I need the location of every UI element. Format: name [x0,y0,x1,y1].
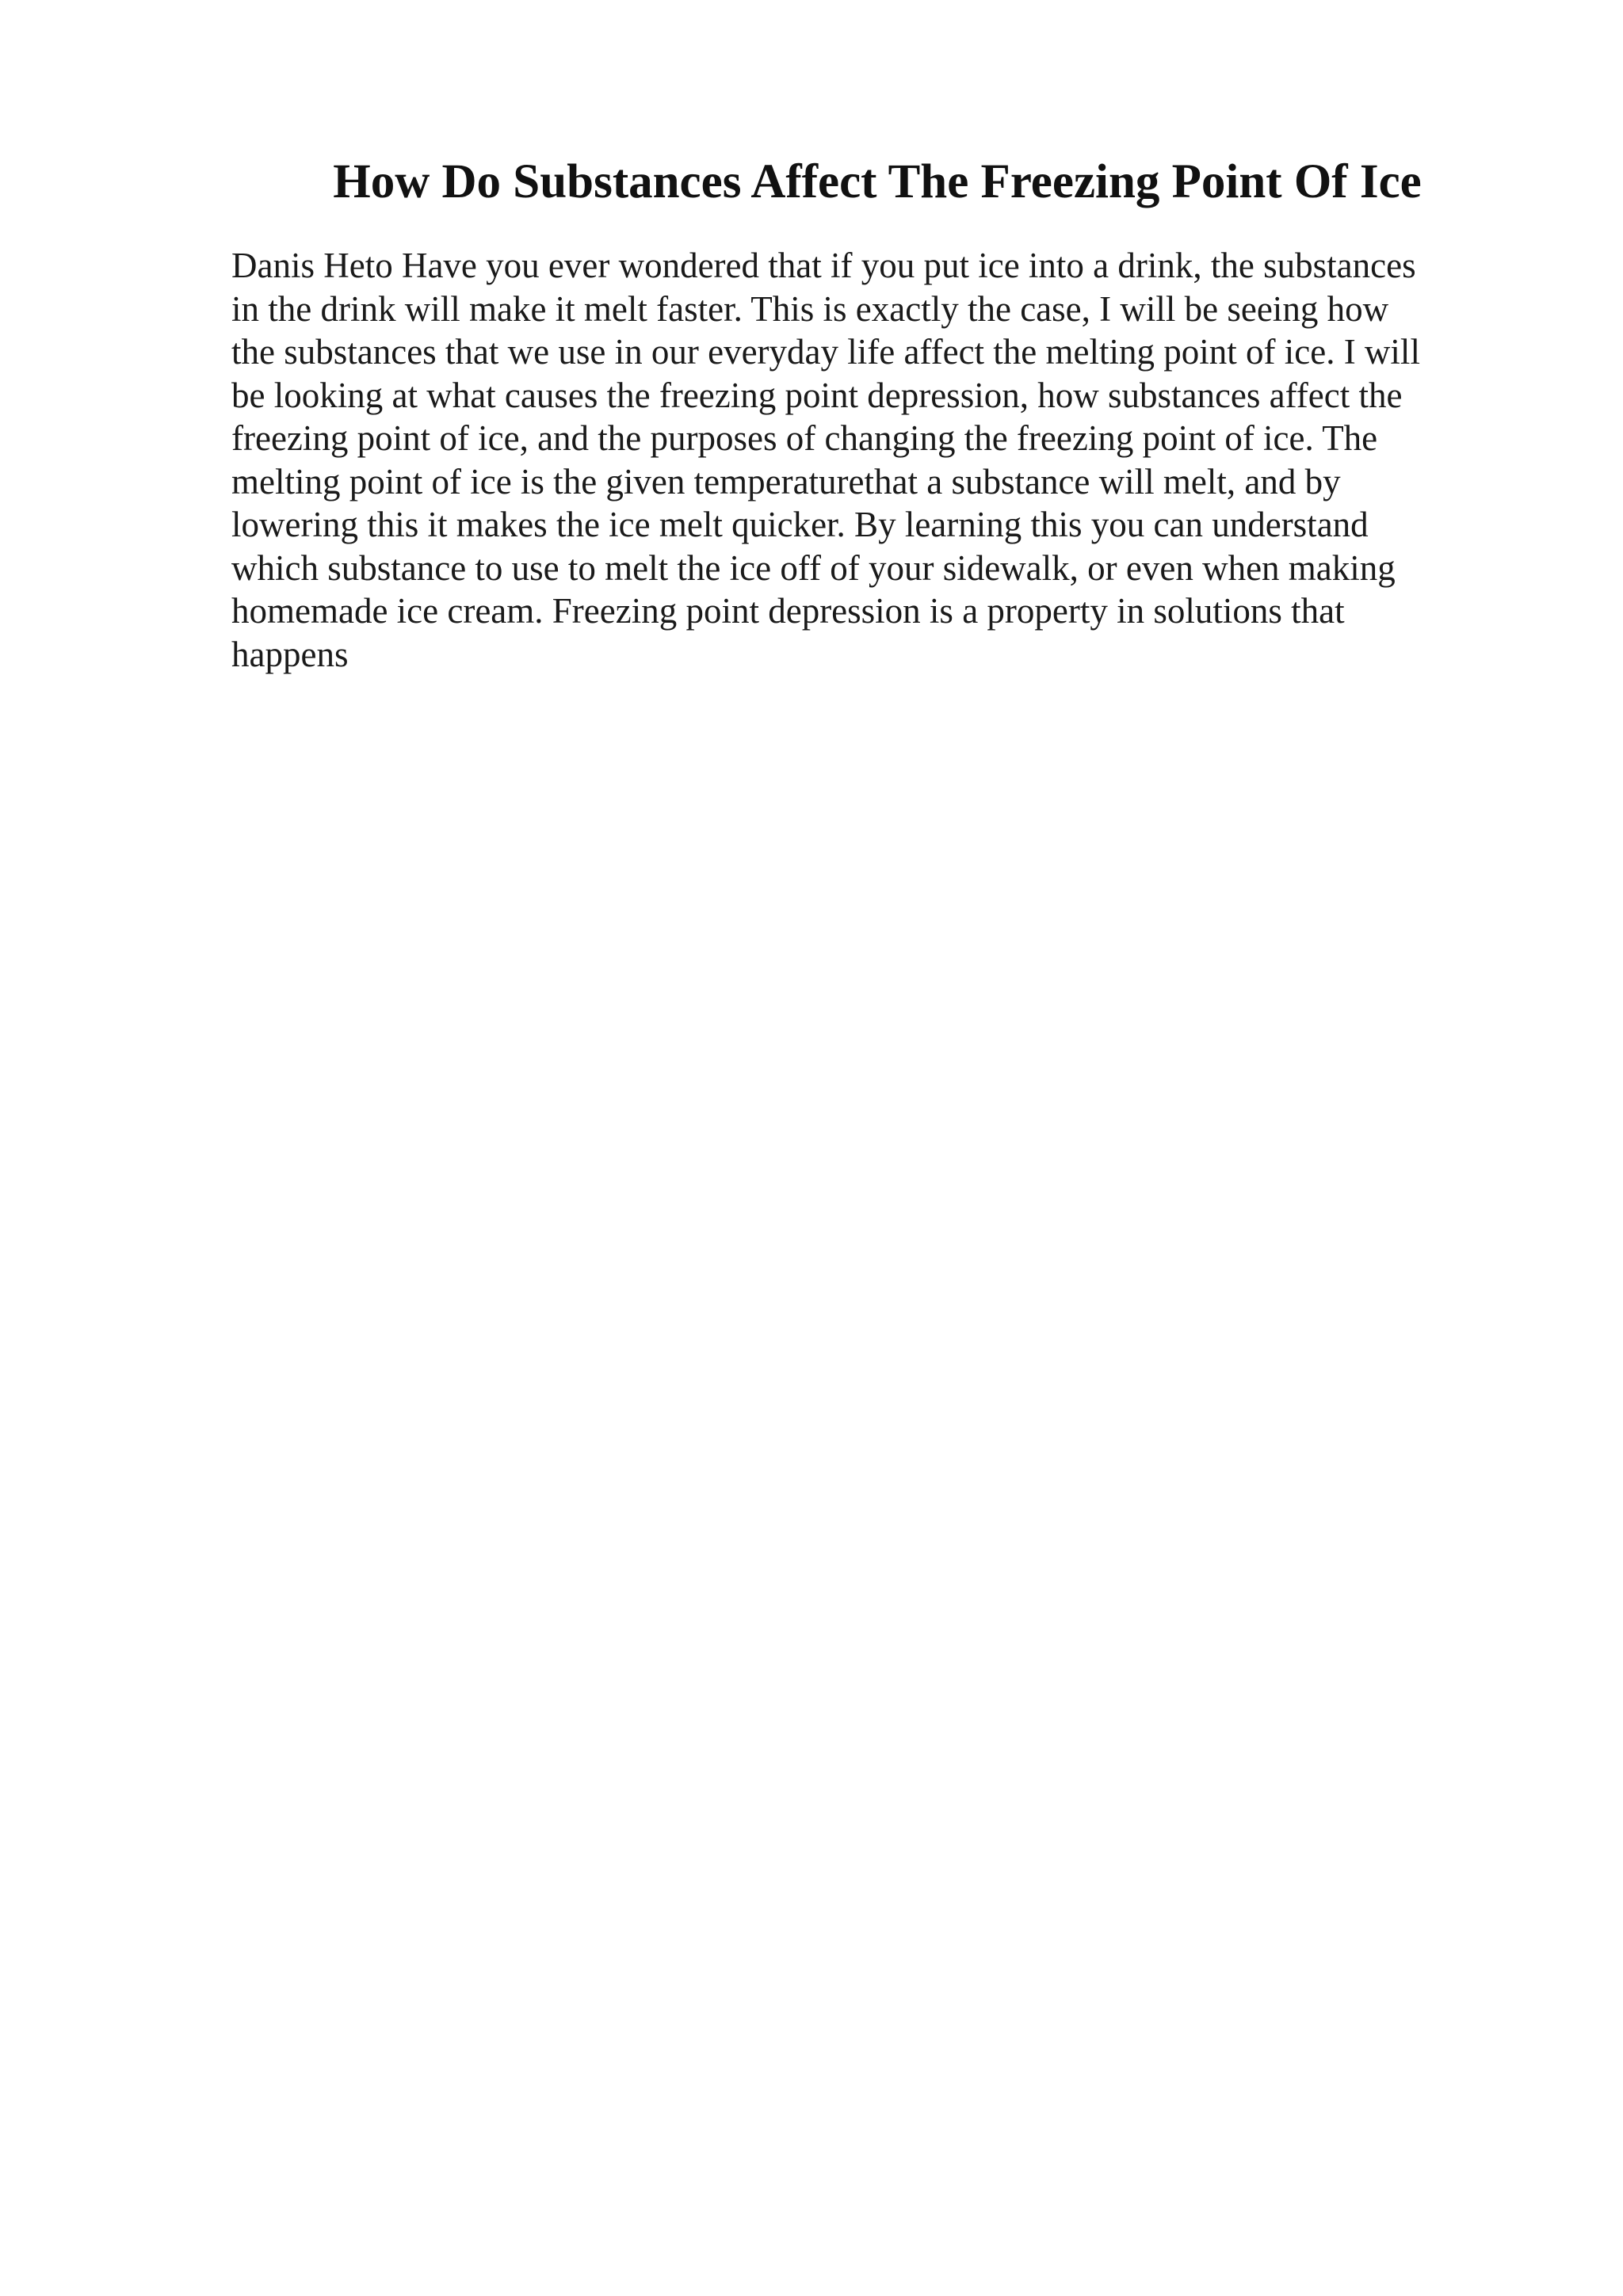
body-line: happens [231,634,349,674]
body-line: which substance to use to melt the ice off of your sidewalk, or even when making [231,547,1396,588]
body-line: homemade ice cream. Freezing point depression is a property in solutions that [231,591,1345,631]
body-paragraph [231,244,1484,676]
body-line: freezing point of ice, and the purposes of changing the freezing point of ice. The [231,418,1378,458]
body-line: Danis Heto Have you ever wondered that if you put ice into a drink, the substances [231,246,1416,285]
document-title: How Do Substances Affect The Freezing Point Of Ice [333,155,1422,208]
body-line: the substances that we use in our everyday life affect the melting point of ice. I will [231,332,1420,372]
body-line: in the drink will make it melt faster. This is exactly the case, I will be seeing how [231,288,1389,329]
body-line: be looking at what causes the freezing point depression, how substances affect the [231,375,1403,415]
body-line: melting point of ice is the given temperaturethat a substance will melt, and by [231,461,1341,502]
body-line: lowering this it makes the ice melt quicker. By learning this you can understand [231,505,1369,544]
